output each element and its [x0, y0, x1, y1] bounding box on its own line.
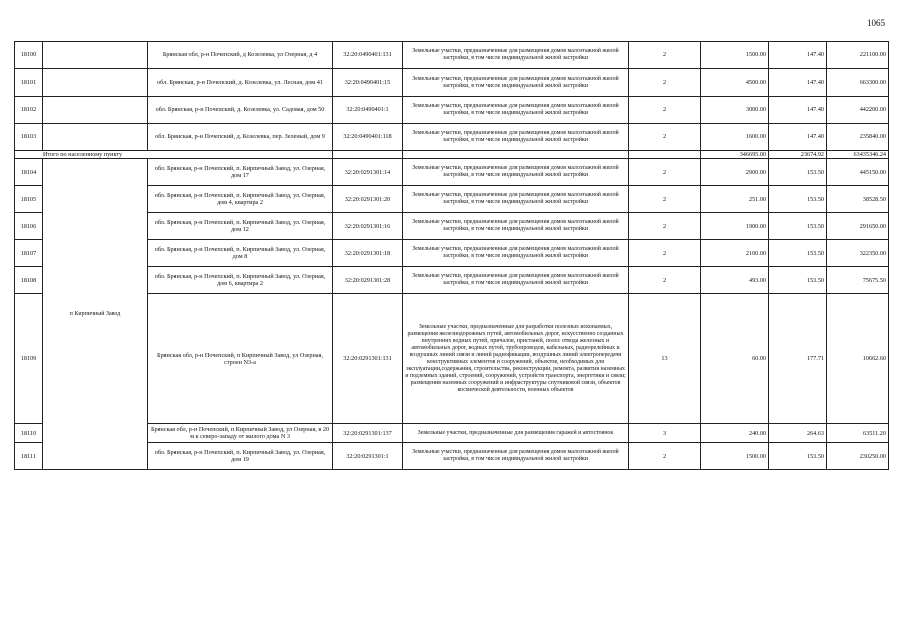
- row-number: 18109: [15, 294, 43, 424]
- cadastral-number-cell: 32:20:0490401:15: [333, 69, 403, 97]
- purpose-cell: Земельные участки, предназначенные для размещения домов малоэтажной жилой застройки, в том числе индивидуальной жилой застройки: [403, 240, 629, 267]
- purpose-cell: Земельные участки, предназначенные для размещения домов малоэтажной жилой застройки, в том числе индивидуальной жилой застройки: [403, 186, 629, 213]
- area-cell: 2100.00: [701, 240, 769, 267]
- row-number: 18100: [15, 42, 43, 69]
- rate-cell: 153.50: [769, 240, 827, 267]
- subtotal-label: Итого по населенному пункту: [15, 151, 333, 159]
- empty-cell: [403, 151, 629, 159]
- area-cell: 60.00: [701, 294, 769, 424]
- address-cell: обл. Брянская, р-н Почепский, п. Кирпичный Завод, ул. Озерная, дом 8: [148, 240, 333, 267]
- area-cell: 240.00: [701, 424, 769, 443]
- rate-cell: 153.50: [769, 443, 827, 470]
- address-cell: Брянская обл, р-н Почепский, д Козелевка, ул Озерная, д 4: [148, 42, 333, 69]
- area-cell: 2900.00: [701, 159, 769, 186]
- row-number: 18103: [15, 124, 43, 151]
- area-cell: 493.00: [701, 267, 769, 294]
- value-cell: 445150.00: [827, 159, 889, 186]
- count-cell: 2: [629, 443, 701, 470]
- table-row: [15, 97, 889, 124]
- area-cell: 1500.00: [701, 443, 769, 470]
- address-cell: Брянская обл, р-н Почепский, п Кирпичный Завод, ул Озерная, в 20 м к северо-западу от жилого дома N 3: [148, 424, 333, 443]
- cadastral-number-cell: 32:20:0291301:18: [333, 240, 403, 267]
- table-row: [15, 42, 889, 69]
- value-cell: 230250.00: [827, 443, 889, 470]
- count-cell: 2: [629, 213, 701, 240]
- purpose-cell: Земельные участки, предназначенные для размещения домов малоэтажной жилой застройки, в том числе индивидуальной жилой застройки: [403, 443, 629, 470]
- address-cell: Брянская обл, р-н Почепский, п Кирпичный Завод, ул Озерная, строен N3-а: [148, 294, 333, 424]
- rate-cell: 147.40: [769, 69, 827, 97]
- row-number: 18111: [15, 443, 43, 470]
- land-register-table: [14, 41, 889, 470]
- rate-cell: 153.50: [769, 159, 827, 186]
- address-cell: обл. Брянская, р-н Почепский, п. Кирпичный Завод, ул. Озерная, дом 19: [148, 443, 333, 470]
- row-number: 18107: [15, 240, 43, 267]
- count-cell: 13: [629, 294, 701, 424]
- area-cell: 1900.00: [701, 213, 769, 240]
- count-cell: 2: [629, 267, 701, 294]
- cadastral-number-cell: 32:20:0291301:137: [333, 424, 403, 443]
- locality-cell: [43, 42, 148, 69]
- rate-cell: 147.40: [769, 97, 827, 124]
- value-cell: 38528.50: [827, 186, 889, 213]
- purpose-cell: Земельные участки, предназначенные для размещения домов малоэтажной жилой застройки, в том числе индивидуальной жилой застройки: [403, 159, 629, 186]
- purpose-cell: Земельные участки, предназначенные для размещения домов малоэтажной жилой застройки, в том числе индивидуальной жилой застройки: [403, 42, 629, 69]
- count-cell: 3: [629, 424, 701, 443]
- cadastral-number-cell: 32:20:0291301:20: [333, 186, 403, 213]
- row-number: 18105: [15, 186, 43, 213]
- area-cell: 3000.00: [701, 97, 769, 124]
- rate-cell: 147.40: [769, 124, 827, 151]
- area-cell: 1500.00: [701, 42, 769, 69]
- count-cell: 2: [629, 186, 701, 213]
- row-number: 18102: [15, 97, 43, 124]
- cadastral-number-cell: 32:20:0490401:118: [333, 124, 403, 151]
- area-cell: 251.00: [701, 186, 769, 213]
- value-cell: 291650.00: [827, 213, 889, 240]
- address-cell: обл. Брянская, р-н Почепский, п. Кирпичный Завод, ул. Озерная, дом 4, квартира 2: [148, 186, 333, 213]
- row-number: 18108: [15, 267, 43, 294]
- value-cell: 75675.50: [827, 267, 889, 294]
- cadastral-number-cell: 32:20:0291301:16: [333, 213, 403, 240]
- cadastral-number-cell: 32:20:0291301:131: [333, 294, 403, 424]
- subtotal-row: [15, 151, 889, 159]
- value-cell: 221100.00: [827, 42, 889, 69]
- rate-cell: 153.50: [769, 213, 827, 240]
- rate-cell: 153.50: [769, 186, 827, 213]
- purpose-cell: Земельные участки, предназначенные для размещения домов малоэтажной жилой застройки, в том числе индивидуальной жилой застройки: [403, 69, 629, 97]
- rate-cell: 177.71: [769, 294, 827, 424]
- count-cell: 2: [629, 97, 701, 124]
- value-cell: 442200.00: [827, 97, 889, 124]
- value-cell: 235840.00: [827, 124, 889, 151]
- value-cell: 63511.20: [827, 424, 889, 443]
- purpose-cell: Земельные участки, предназначенные для размещения гаражей и автостоянок: [403, 424, 629, 443]
- locality-cell: [43, 69, 148, 97]
- empty-cell: [629, 151, 701, 159]
- cadastral-number-cell: 32:20:0291301:1: [333, 443, 403, 470]
- subtotal-rate: 23674.92: [769, 151, 827, 159]
- row-number: 18104: [15, 159, 43, 186]
- address-cell: обл. Брянская, р-н Почепский, п. Кирпичный Завод, ул. Озерная, дом 6, квартира 2: [148, 267, 333, 294]
- address-cell: обл. Брянская, р-н Почепский, п. Кирпичный Завод, ул. Озерная, дом 17: [148, 159, 333, 186]
- locality-cell: [43, 124, 148, 151]
- count-cell: 2: [629, 42, 701, 69]
- row-number: 18101: [15, 69, 43, 97]
- count-cell: 2: [629, 159, 701, 186]
- count-cell: 2: [629, 69, 701, 97]
- area-cell: 1600.00: [701, 124, 769, 151]
- table-row: [15, 69, 889, 97]
- purpose-cell: Земельные участки, предназначенные для разработки полезных ископаемых, размещения железнодорожных путей, автомобильных дорог, искусственно созданных внутренних водных путей, причалов, пристаней, полос отвода железных и автомобильных дорог, водных путей, трубопроводов, кабельных, радиорелейных и воздушных линий связи и линий радиофикации, воздушных линий электропередачи конструктивных элементов и сооружений, объектов, необходимых для эксплуатации,содержания, строительства, реконструкции, ремонта, развития наземных и подземных зданий, строений, сооружений, устройств транспорта, энергетики и связи; размещения наземных сооружений и инфраструктуры спутниковой связи, объектов космической деятельности, военных объектов: [403, 294, 629, 424]
- table-row: [15, 159, 889, 186]
- table-row: [15, 124, 889, 151]
- cadastral-number-cell: 32:20:0490401:1: [333, 97, 403, 124]
- value-cell: 10662.60: [827, 294, 889, 424]
- count-cell: 2: [629, 240, 701, 267]
- row-number: 18110: [15, 424, 43, 443]
- subtotal-value: 63435346.24: [827, 151, 889, 159]
- area-cell: 4500.00: [701, 69, 769, 97]
- value-cell: 322350.00: [827, 240, 889, 267]
- purpose-cell: Земельные участки, предназначенные для размещения домов малоэтажной жилой застройки, в том числе индивидуальной жилой застройки: [403, 97, 629, 124]
- address-cell: обл. Брянская, р-н Почепский, д. Козелевка, ул. Садовая, дом 50: [148, 97, 333, 124]
- row-number: 18106: [15, 213, 43, 240]
- address-cell: обл. Брянская, р-н Почепский, д. Козелевка, ул. Лесная, дом 41: [148, 69, 333, 97]
- value-cell: 663300.00: [827, 69, 889, 97]
- cadastral-number-cell: 32:20:0291301:14: [333, 159, 403, 186]
- rate-cell: 147.40: [769, 42, 827, 69]
- cadastral-number-cell: 32:20:0490401:131: [333, 42, 403, 69]
- locality-name: п Кирпичный Завод: [43, 159, 148, 470]
- purpose-cell: Земельные участки, предназначенные для размещения домов малоэтажной жилой застройки, в том числе индивидуальной жилой застройки: [403, 267, 629, 294]
- rate-cell: 264.63: [769, 424, 827, 443]
- cadastral-number-cell: 32:20:0291301:28: [333, 267, 403, 294]
- empty-cell: [333, 151, 403, 159]
- purpose-cell: Земельные участки, предназначенные для размещения домов малоэтажной жилой застройки, в том числе индивидуальной жилой застройки: [403, 124, 629, 151]
- rate-cell: 153.50: [769, 267, 827, 294]
- address-cell: обл. Брянская, р-н Почепский, п. Кирпичный Завод, ул. Озерная, дом 12: [148, 213, 333, 240]
- page-number: 1065: [867, 18, 885, 28]
- purpose-cell: Земельные участки, предназначенные для размещения домов малоэтажной жилой застройки, в том числе индивидуальной жилой застройки: [403, 213, 629, 240]
- count-cell: 2: [629, 124, 701, 151]
- address-cell: обл. Брянская, р-н Почепский, д. Козелевка, пер. Зеленый, дом 9: [148, 124, 333, 151]
- locality-cell: [43, 97, 148, 124]
- subtotal-area: 346695.00: [701, 151, 769, 159]
